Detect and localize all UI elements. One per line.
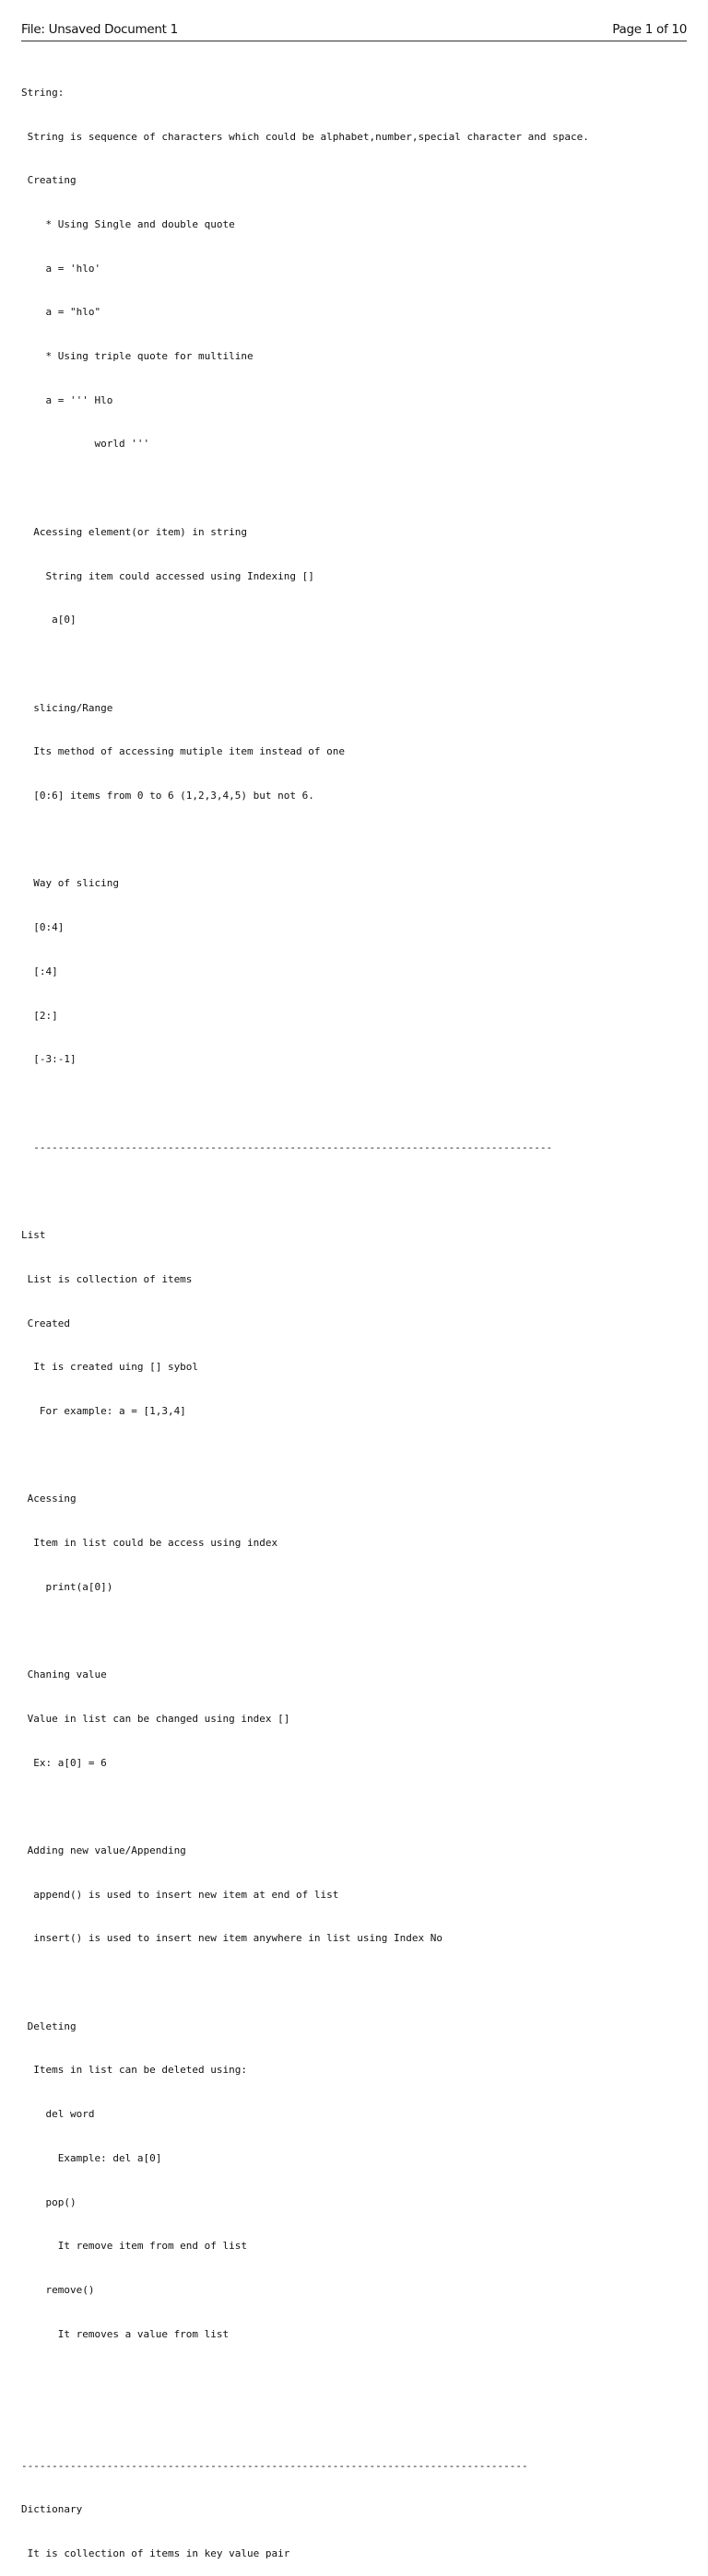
doc-line: Acessing bbox=[21, 1493, 77, 1505]
doc-line: It remove item from end of list bbox=[21, 2240, 248, 2253]
doc-line: Deleting bbox=[21, 2020, 77, 2032]
doc-line: Chaning value bbox=[21, 1669, 107, 1681]
doc-line bbox=[21, 2371, 687, 2385]
doc-line: insert() is used to insert new item anywhere in list using Index No bbox=[21, 1932, 442, 1945]
doc-line bbox=[21, 657, 687, 672]
page-header bbox=[21, 18, 687, 41]
doc-line: a = "hlo" bbox=[21, 306, 101, 319]
file-title: File: Unsaved Document 1 bbox=[21, 22, 178, 37]
doc-line bbox=[21, 1623, 687, 1638]
doc-line: Way of slicing bbox=[21, 877, 119, 890]
doc-line: [0:4] bbox=[21, 921, 65, 934]
doc-line: Value in list can be changed using index [] bbox=[21, 1712, 290, 1725]
doc-line: [-3:-1] bbox=[21, 1053, 77, 1066]
doc-line: print(a[0]) bbox=[21, 1580, 113, 1593]
doc-line bbox=[21, 481, 687, 496]
page-indicator: Page 1 of 10 bbox=[612, 22, 687, 37]
doc-line: * Using Single and double quote bbox=[21, 217, 235, 230]
doc-line: slicing/Range bbox=[21, 701, 113, 714]
doc-line: Adding new value/Appending bbox=[21, 1844, 186, 1856]
doc-line: String is sequence of characters which could be alphabet,number,special character and space. bbox=[21, 130, 589, 143]
doc-line: List is collection of items bbox=[21, 1272, 193, 1285]
doc-line: It is created uing [] sybol bbox=[21, 1361, 199, 1374]
doc-line: Example: del a[0] bbox=[21, 2151, 162, 2164]
doc-line: Items in list can be deleted using: bbox=[21, 2064, 248, 2077]
doc-line: [:4] bbox=[21, 965, 58, 978]
doc-line: String: bbox=[21, 86, 65, 99]
document-body bbox=[21, 56, 687, 2576]
doc-line bbox=[21, 1975, 687, 1990]
doc-line bbox=[21, 1184, 687, 1199]
doc-line: Acessing element(or item) in string bbox=[21, 525, 248, 538]
doc-line: [0:6] items from 0 to 6 (1,2,3,4,5) but not 6. bbox=[21, 790, 314, 802]
doc-line bbox=[21, 2415, 687, 2430]
doc-line: del word bbox=[21, 2108, 95, 2121]
doc-line: append() is used to insert new item at end of list bbox=[21, 1888, 339, 1901]
doc-line: [2:] bbox=[21, 1009, 58, 1022]
doc-line: a = ''' Hlo bbox=[21, 393, 113, 406]
doc-line: Ex: a[0] = 6 bbox=[21, 1756, 107, 1769]
doc-line: It removes a value from list bbox=[21, 2327, 230, 2340]
doc-line: a = 'hlo' bbox=[21, 262, 101, 275]
doc-line: Creating bbox=[21, 174, 77, 187]
doc-line: remove() bbox=[21, 2283, 95, 2296]
doc-line: a[0] bbox=[21, 614, 77, 626]
doc-line: Created bbox=[21, 1317, 70, 1329]
doc-line: String item could accessed using Indexing [] bbox=[21, 569, 314, 582]
doc-line: Dictionary bbox=[21, 2503, 83, 2516]
doc-line: ------------------------------------------------------------------------------------- bbox=[21, 1141, 553, 1153]
doc-line: It is collection of items in key value pair bbox=[21, 2547, 290, 2560]
doc-line: ----------------------------------------------------------------------------------- bbox=[21, 2459, 528, 2472]
doc-line bbox=[21, 1448, 687, 1463]
doc-line: world ''' bbox=[21, 438, 150, 451]
doc-line bbox=[21, 833, 687, 848]
doc-line: * Using triple quote for multiline bbox=[21, 350, 254, 363]
doc-line bbox=[21, 1799, 687, 1814]
doc-line bbox=[21, 1096, 687, 1111]
doc-line: pop() bbox=[21, 2195, 77, 2208]
doc-line: List bbox=[21, 1229, 46, 1242]
doc-line: Item in list could be access using index bbox=[21, 1537, 278, 1550]
doc-line: For example: a = [1,3,4] bbox=[21, 1404, 186, 1417]
doc-line: Its method of accessing mutiple item instead of one bbox=[21, 745, 345, 758]
